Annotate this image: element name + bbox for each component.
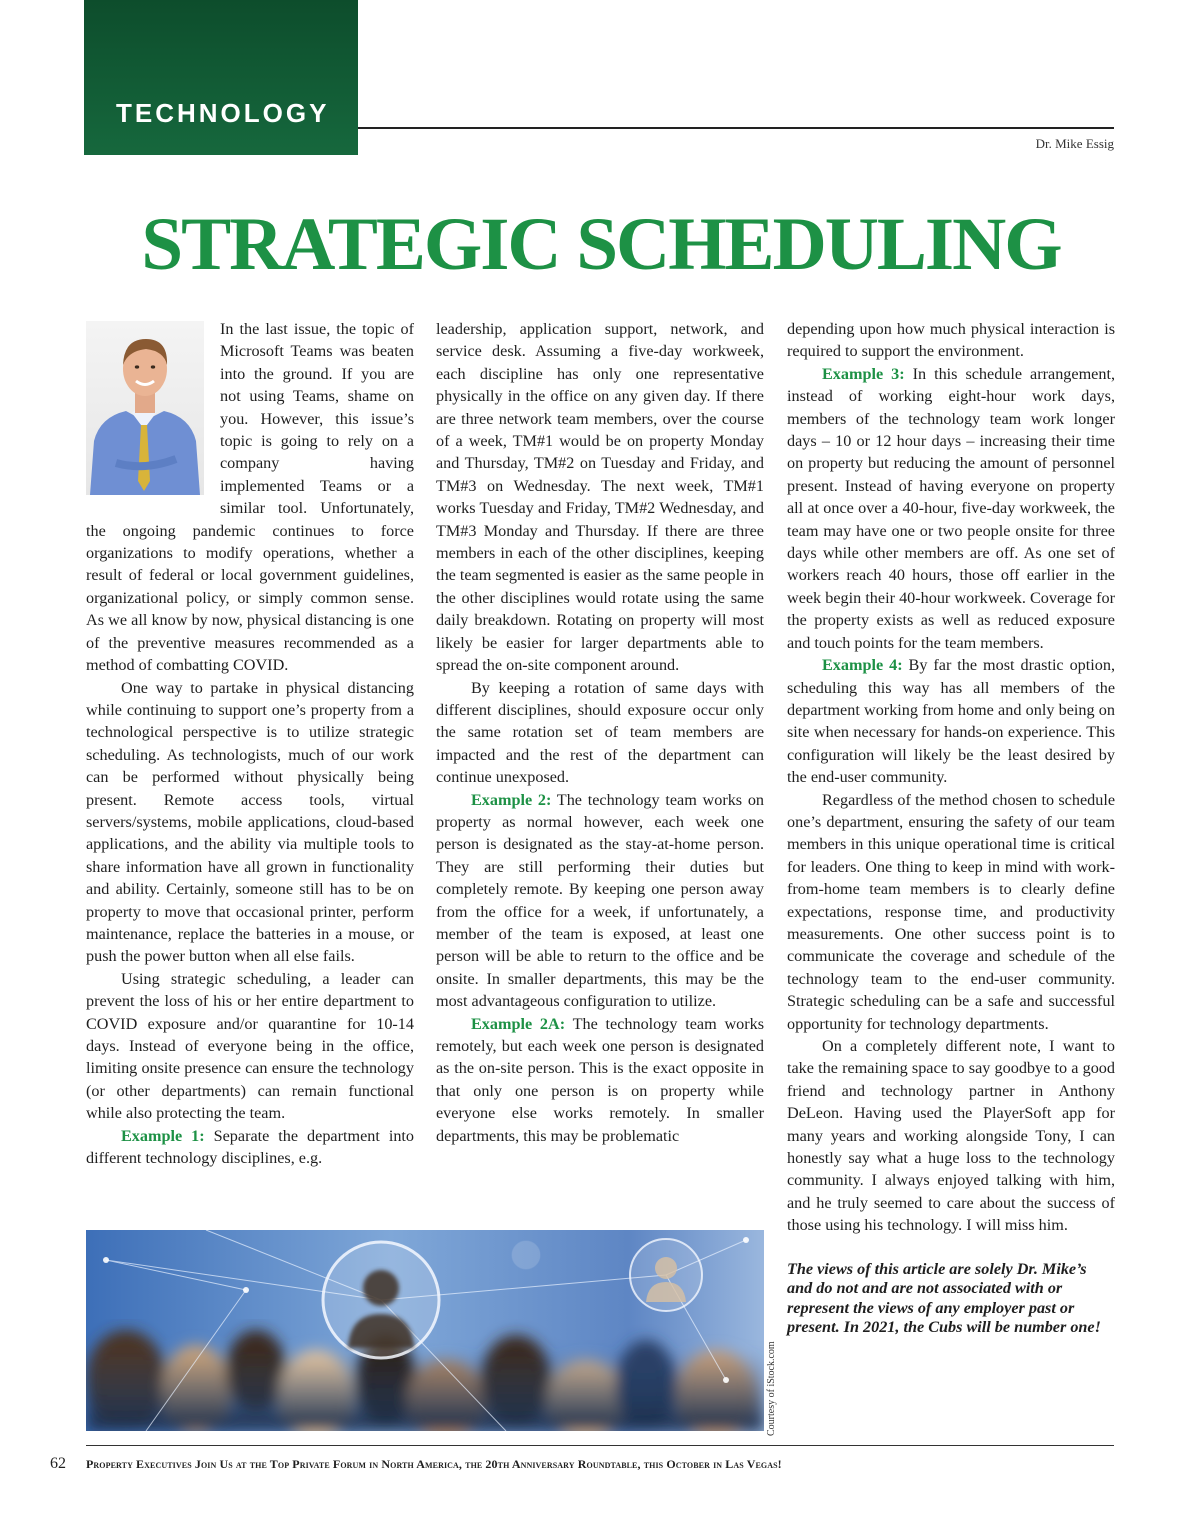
- author-portrait: [86, 321, 204, 495]
- author-byline: Dr. Mike Essig: [1035, 136, 1114, 151]
- example-2a-paragraph: [436, 1013, 764, 1147]
- paragraph: By keeping a rotation of same days with different disciplines, should exposure occur only the same rotation set of team members are impacted and the rest of the department can continue unexposed.: [436, 678, 764, 787]
- disclaimer: The views of this article are solely Dr. Mike’s and do not and are not associated with or represent the views of any employer past or present. In 2021, the Cubs will be number one!: [787, 1259, 1101, 1337]
- example-text: In this schedule arrangement, instead of working eight-hour work days, members of the technology team work longer days – 10 or 12 hour days – increasing their time on property but reducing the amount of personnel present. Instead of having everyone on property all at once over a 40-hour, five-day workweek, the team may have one or two people onsite for three days while other members are off. As one set of workers reach 40 hours, those off earlier in the week begin their 40-hour workweek. Coverage for the property exists as well as reduced exposure and touch points for the team members.: [787, 364, 1115, 652]
- article-title: STRATEGIC SCHEDULING: [141, 203, 1061, 286]
- example-text: The technology team works on property as normal however, each week one person is designated as the stay-at-home person. They are still performing their duties but completely remote. By keeping one person away from the office for a week, if unfortunately, a member of the team is exposed, at least one person will be able to return to the office and be onsite. In smaller departments, this may be the most advantageous configuration to utilize.: [436, 790, 765, 1011]
- paragraph: On a completely different note, I want to take the remaining space to say goodbye to a good friend and technology partner in Anthony DeLeon. Having used the PlayerSoft app for many years and working alongside Tony, I can honestly say what a huge loss to the technology community. I always enjoyed talking with him, and he truly seemed to care about the success of those using his technology. I will miss him.: [787, 1037, 1115, 1235]
- paragraph: In the last issue, the topic of Microsoft Teams was beaten into the ground. If you are not using Teams, shame on you. However, this issue’s topic is going to rely on a company having implemented Teams or a similar tool. Unfortunately, the ongoing pandemic continues to force organizations to modify operations, whether a result of federal or local government guidelines, organizational policy, or simply common sense. As we all know by now, physical distancing is one of the preventive measures recommended as a method of combatting COVID.: [86, 320, 414, 675]
- photo-credit: Courtesy of iStock.com: [766, 1341, 777, 1436]
- article-column-1: [86, 318, 414, 1169]
- example-label: Example 1:: [121, 1126, 205, 1145]
- network-people-photo: [86, 1230, 764, 1431]
- example-label: Example 2:: [471, 790, 552, 809]
- paragraph: leadership, application support, network, and service desk. Assuming a five-day workweek, each discipline has only one representative physically in the office on any given day. If there are three network team members, over the course of a week, TM#1 would be on property Monday and Thursday, TM#2 on Tuesday and Friday, and TM#3 on Wednesday. The next week, TM#1 works Tuesday and Friday, TM#2 Wednesday, and TM#3 Monday and Thursday. If there are three members in each of the other disciplines, keeping the team segmented is easier as the same people in the other disciplines would rotate using the same daily breakdown. Rotating on property will most likely be easier for larger departments able to spread the on-site component around.: [436, 320, 764, 675]
- page-number: 62: [50, 1455, 66, 1472]
- footer-rule: [86, 1445, 1114, 1446]
- example-label: Example 2A:: [471, 1014, 566, 1033]
- article-column-2: [436, 318, 764, 1147]
- section-label: TECHNOLOGY: [116, 98, 330, 128]
- example-text: Separate the department into different technology disciplines, e.g.: [86, 1126, 415, 1168]
- example-2-paragraph: [436, 789, 764, 1013]
- footer-promo-text: Property Executives Join Us at the Top Private Forum in North America, the 20th Anniversary Roundtable, this October in Las Vegas!: [86, 1457, 782, 1471]
- section-header-block: [84, 0, 358, 155]
- example-text: By far the most drastic option, scheduling this way has all members of the department working from home and only being on site when necessary for hands-on experience. This configuration will likely be the least desired by the end-user community.: [787, 656, 1115, 787]
- paragraph: Regardless of the method chosen to schedule one’s department, ensuring the safety of our team members in this unique operational time is critical for leaders. One thing to keep in mind with work-from-home team members is to clearly define expectations, response time, and productivity measurements. One other success point is to communicate the coverage and schedule of the technology team to the end-user community. Strategic scheduling can be a safe and successful opportunity for technology departments.: [787, 790, 1115, 1033]
- example-1-paragraph: [86, 1125, 414, 1170]
- example-4-paragraph: [787, 654, 1115, 788]
- article-column-3: [787, 318, 1115, 1338]
- example-3-paragraph: [787, 363, 1115, 654]
- paragraph: Using strategic scheduling, a leader can prevent the loss of his or her entire department to COVID exposure and/or quarantine for 10-14 days. Instead of everyone being in the office, limiting onsite presence can ensure the technology (or other departments) can remain functional while also protecting the team.: [86, 969, 414, 1123]
- paragraph: One way to partake in physical distancing while continuing to support one’s property from a technological perspective is to utilize strategic scheduling. As technologists, much of our work can be performed without physically being present. Remote access tools, virtual servers/systems, mobile applications, cloud-based applications, and the ability via multiple tools to share information have all grown in functionality and ability. Certainly, someone still has to be on property to move that occasional printer, perform maintenance, replace the batteries in a mouse, or push the power button when all else fails.: [86, 678, 414, 966]
- paragraph: depending upon how much physical interaction is required to support the environment.: [787, 320, 1115, 361]
- example-text: The technology team works remotely, but each week one person is designated as the on-site person. This is the exact opposite in that only one person is on property while everyone else works remotely. In smaller departments, this may be problematic: [436, 1014, 765, 1145]
- example-label: Example 4:: [822, 656, 903, 675]
- header-rule: [358, 127, 1114, 129]
- example-label: Example 3:: [822, 364, 905, 383]
